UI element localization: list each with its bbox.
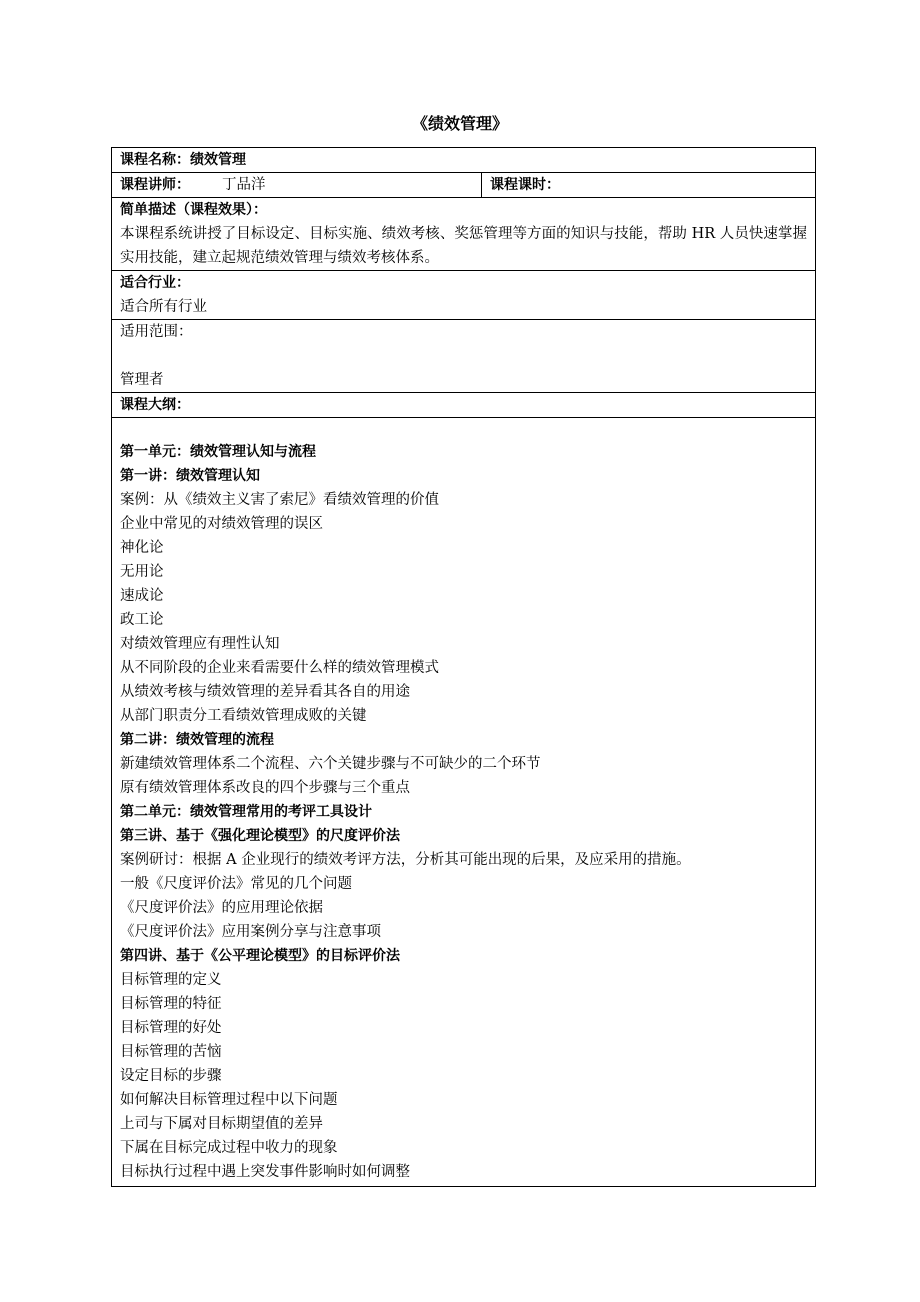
industry-value: 适合所有行业 xyxy=(120,299,207,315)
industry-label: 适合行业： xyxy=(120,275,190,291)
outline-item: 如何解决目标管理过程中以下问题 xyxy=(120,1092,338,1108)
outline-item: 目标管理的特征 xyxy=(120,996,222,1012)
instructor-label: 课程讲师： xyxy=(120,177,190,193)
outline-list xyxy=(120,440,807,1184)
outline-item: 对绩效管理应有理性认知 xyxy=(120,636,280,652)
outline-heading: 第二单元：绩效管理常用的考评工具设计 xyxy=(120,804,372,820)
course-name-row xyxy=(112,148,816,173)
outline-item: 从部门职责分工看绩效管理成败的关键 xyxy=(120,708,367,724)
outline-item: 速成论 xyxy=(120,588,164,604)
outline-heading: 第三讲、基于《强化理论模型》的尺度评价法 xyxy=(120,828,400,844)
industry-row xyxy=(112,271,816,320)
scope-row xyxy=(112,320,816,393)
outline-item: 一般《尺度评价法》常见的几个问题 xyxy=(120,876,352,892)
outline-item: 案例研讨：根据 A 企业现行的绩效考评方法，分析其可能出现的后果，及应采用的措施。 xyxy=(120,852,691,868)
outline-item: 目标管理的好处 xyxy=(120,1020,222,1036)
outline-item: 案例：从《绩效主义害了索尼》看绩效管理的价值 xyxy=(120,492,439,508)
outline-item: 《尺度评价法》的应用理论依据 xyxy=(120,900,323,916)
outline-heading: 第四讲、基于《公平理论模型》的目标评价法 xyxy=(120,948,400,964)
course-hours-label: 课程课时： xyxy=(490,177,560,193)
outline-item: 下属在目标完成过程中收力的现象 xyxy=(120,1140,338,1156)
scope-value: 管理者 xyxy=(120,372,164,388)
outline-item: 新建绩效管理体系二个流程、六个关键步骤与不可缺少的二个环节 xyxy=(120,756,541,772)
description-row xyxy=(112,198,816,271)
outline-item: 从不同阶段的企业来看需要什么样的绩效管理模式 xyxy=(120,660,439,676)
outline-item: 《尺度评价法》应用案例分享与注意事项 xyxy=(120,924,381,940)
outline-item: 目标管理的定义 xyxy=(120,972,222,988)
course-name-value: 绩效管理 xyxy=(190,152,246,168)
outline-item: 企业中常见的对绩效管理的误区 xyxy=(120,516,323,532)
instructor-row xyxy=(112,173,816,198)
outline-label: 课程大纲： xyxy=(120,397,190,413)
outline-item: 目标管理的苦恼 xyxy=(120,1044,222,1060)
outline-heading: 第一单元：绩效管理认知与流程 xyxy=(120,444,316,460)
outline-label-row xyxy=(112,393,816,418)
instructor-value: 丁品洋 xyxy=(222,177,266,193)
outline-item: 上司与下属对目标期望值的差异 xyxy=(120,1116,323,1132)
outline-item: 目标执行过程中遇上突发事件影响时如何调整 xyxy=(120,1164,410,1180)
course-info-table xyxy=(111,147,816,1187)
description-label: 简单描述（课程效果）： xyxy=(120,202,267,218)
outline-row xyxy=(112,418,816,1187)
outline-item: 从绩效考核与绩效管理的差异看其各自的用途 xyxy=(120,684,410,700)
outline-item: 原有绩效管理体系改良的四个步骤与三个重点 xyxy=(120,780,410,796)
description-text: 本课程系统讲授了目标设定、目标实施、绩效考核、奖惩管理等方面的知识与技能，帮助 HR 人员快速掌握实用技能，建立起规范绩效管理与绩效考核体系。 xyxy=(120,226,807,266)
outline-item: 无用论 xyxy=(120,564,164,580)
outline-item: 政工论 xyxy=(120,612,164,628)
course-name-label: 课程名称： xyxy=(120,152,190,168)
document-title: 《绩效管理》 xyxy=(411,114,508,133)
outline-item: 神化论 xyxy=(120,540,164,556)
outline-heading: 第一讲：绩效管理认知 xyxy=(120,468,260,484)
outline-heading: 第二讲：绩效管理的流程 xyxy=(120,732,274,748)
scope-label: 适用范围： xyxy=(120,324,193,340)
outline-item: 设定目标的步骤 xyxy=(120,1068,222,1084)
